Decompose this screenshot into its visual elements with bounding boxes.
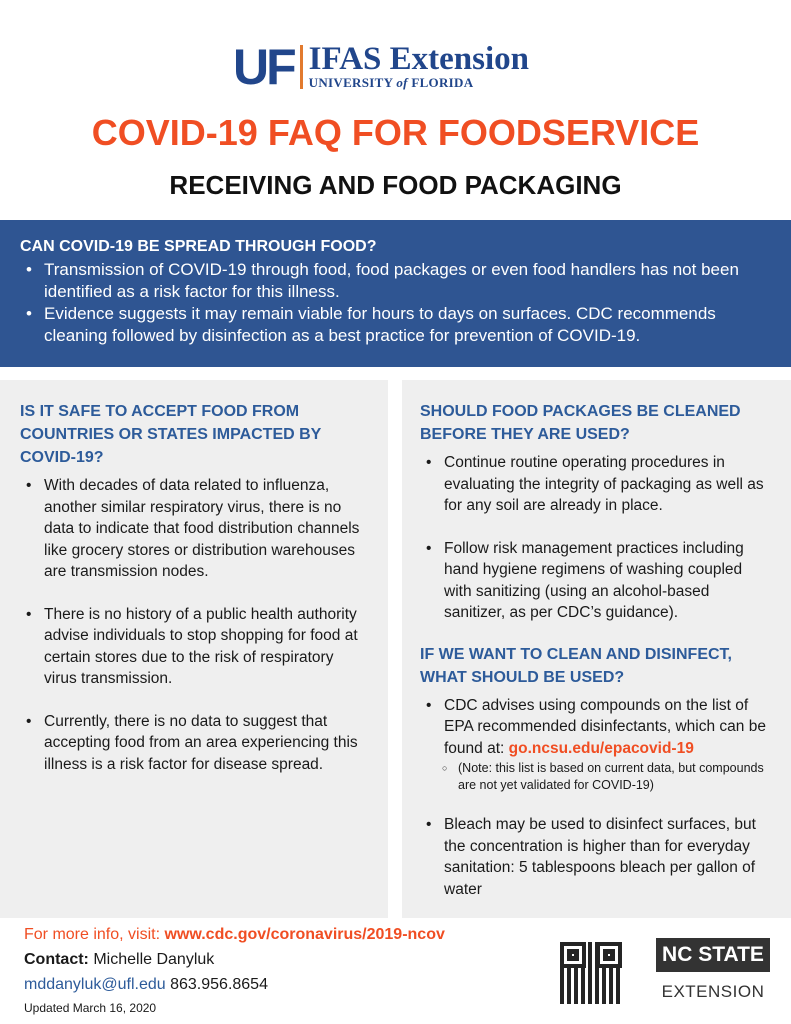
footer	[24, 926, 445, 1022]
list-item: • Transmission of COVID-19 through food, food packages or even food handlers has not been identified as a risk factor for this illness.	[20, 259, 771, 303]
uf-logo-mark: UF	[233, 39, 294, 95]
note-item: ○ (Note: this list is based on current data, but compounds are not yet validated for COVID-19)	[442, 760, 771, 794]
list-item: • There is no history of a public health authority advise individuals to stop shopping for food at certain stores due to the risk of respiratory virus transmission.	[20, 604, 368, 690]
right-panel	[402, 380, 791, 918]
contact-details: mddanyluk@ufl.edu 863.956.8654	[24, 976, 268, 993]
list-item: • Evidence suggests it may remain viable for hours to days on surfaces. CDC recommends cleaning followed by disinfection as a best practice for prevention of COVID-19.	[20, 303, 771, 347]
section-heading: IF WE WANT TO CLEAN AND DISINFECT, WHAT SHOULD BE USED?	[420, 645, 732, 686]
logo-university: UNIVERSITY of FLORIDA	[308, 75, 474, 90]
logo-divider	[300, 45, 303, 89]
page-title: COVID-19 FAQ FOR FOODSERVICE	[91, 112, 700, 153]
qr-code-icon	[560, 942, 622, 1004]
more-info: For more info, visit: www.cdc.gov/coronavirus/2019-ncov	[24, 926, 445, 943]
contact: Contact: Michelle Danyluk	[24, 951, 215, 968]
updated-date: Updated March 16, 2020	[24, 1001, 157, 1015]
intro-band	[0, 220, 791, 367]
section-heading: IS IT SAFE TO ACCEPT FOOD FROM COUNTRIES OR STATES IMPACTED BY COVID-19?	[20, 403, 322, 466]
nc-state-extension-logo: NC STATE EXTENSION	[656, 938, 770, 1002]
list-item: • CDC advises using compounds on the list of EPA recommended disinfectants, which can be found at: go.ncsu.edu/epacovid-19	[420, 695, 771, 760]
page-subtitle: RECEIVING AND FOOD PACKAGING	[169, 170, 622, 200]
section-heading: SHOULD FOOD PACKAGES BE CLEANED BEFORE THEY ARE USED?	[420, 403, 741, 443]
list-item: • Follow risk management practices including hand hygiene regimens of washing coupled with sanitizing (using an alcohol-based sanitizer, as per CDC’s guidance).	[420, 538, 771, 624]
list-item: • Bleach may be used to disinfect surfaces, but the concentration is higher than for everyday sanitation: 5 tablespoons bleach per gallon of water	[420, 814, 771, 900]
band-heading: CAN COVID-19 BE SPREAD THROUGH FOOD?	[20, 238, 377, 255]
logo-name: IFAS Extension	[308, 41, 530, 77]
email-link[interactable]: mddanyluk@ufl.edu	[24, 976, 166, 993]
list-item: • Currently, there is no data to suggest that accepting food from an area experiencing this illness is a risk factor for disease spread.	[20, 711, 368, 776]
epa-link[interactable]: go.ncsu.edu/epacovid-19	[508, 739, 694, 757]
cdc-link[interactable]: www.cdc.gov/coronavirus/2019-ncov	[164, 926, 445, 943]
list-item: • With decades of data related to influenza, another similar respiratory virus, there is no data to indicate that food distribution channels like grocery stores or distribution warehouses are transmission nodes.	[20, 475, 368, 583]
list-item: • Continue routine operating procedures in evaluating the integrity of packaging as well as for any soil are already in place.	[420, 452, 771, 517]
uf-ifas-logo	[233, 39, 530, 95]
left-panel	[0, 380, 388, 918]
